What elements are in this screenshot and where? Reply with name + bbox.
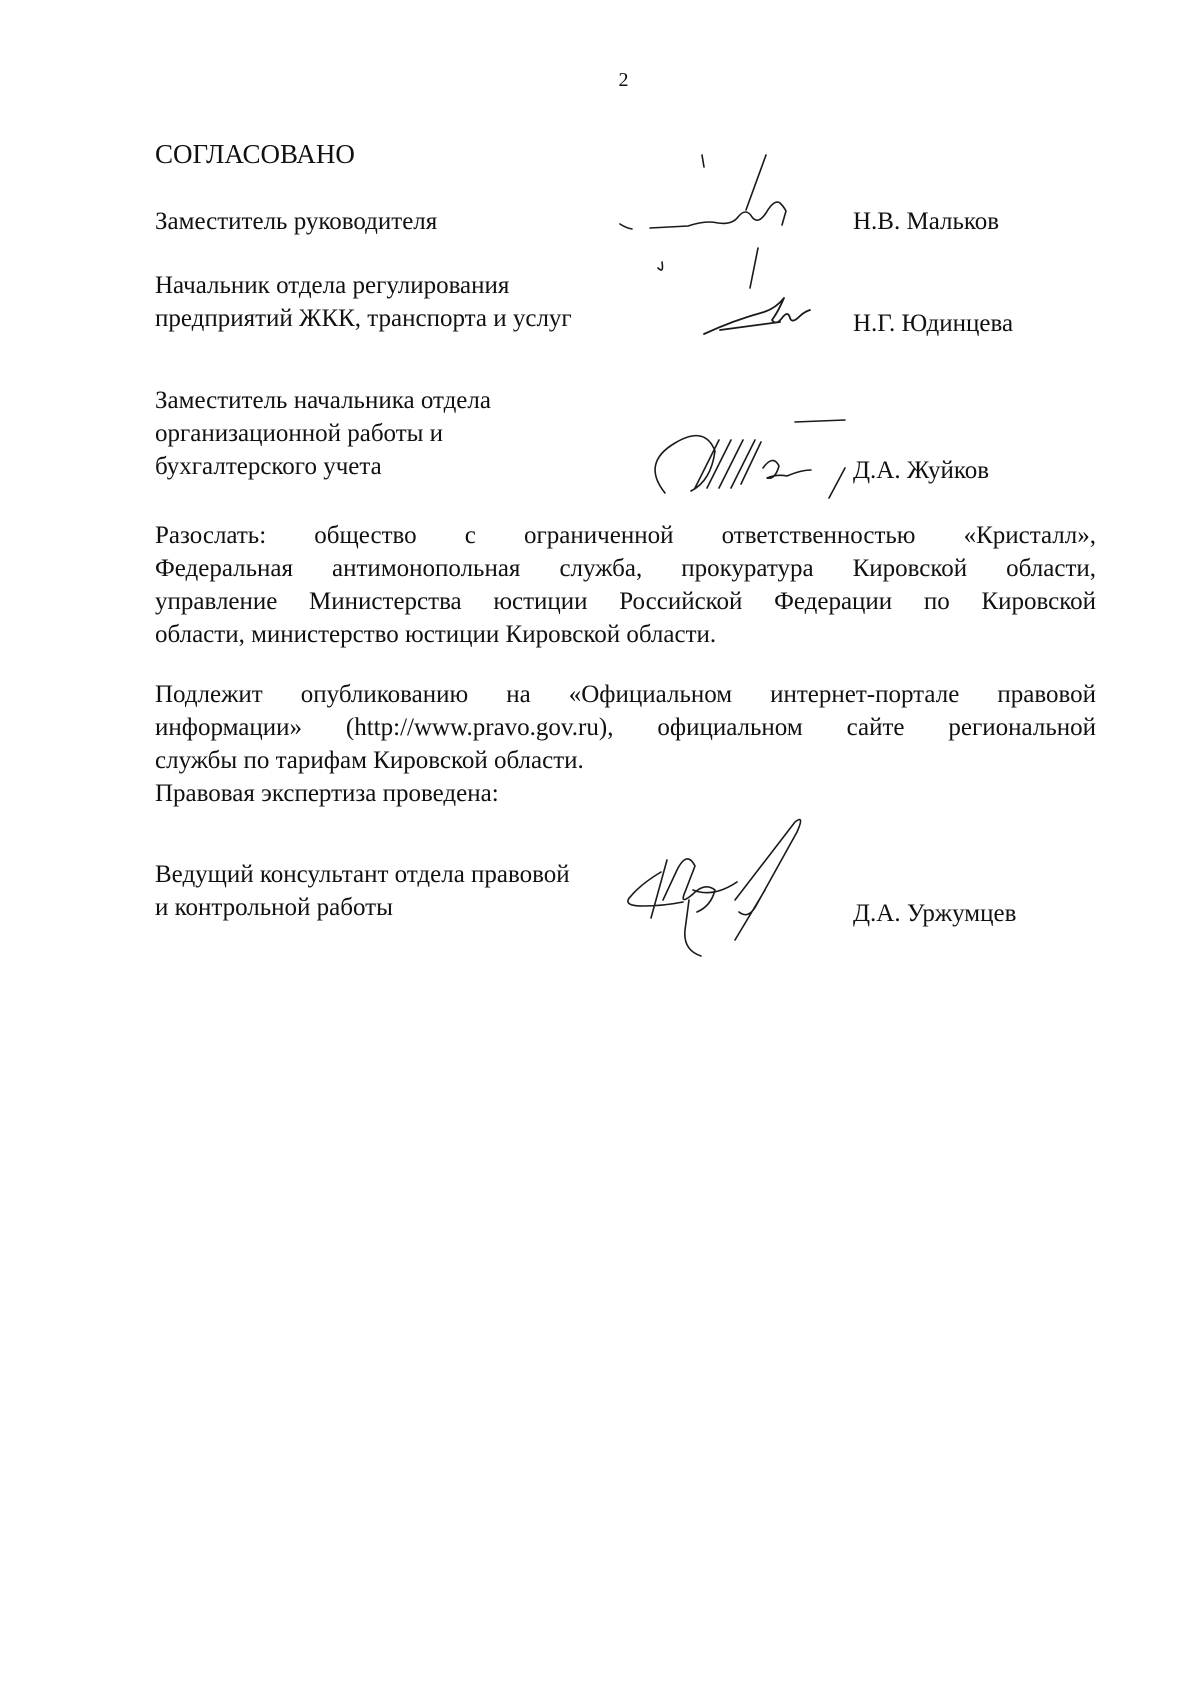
signatory-name: Н.Г. Юдинцева [853,310,1014,337]
distribution-line: области, министерство юстиции Кировской области. [155,621,717,648]
signatory-position: Заместитель начальника отдела [155,387,491,414]
signatory-position: Заместитель руководителя [155,208,438,235]
legal-signatory-position: и контрольной работы [155,894,393,921]
signature-yudintseva [700,290,820,340]
publication-line: информации» (http://www.pravo.gov.ru), официальном сайте региональной [155,714,1096,741]
page-number: 2 [618,69,629,91]
signatory-name: Н.В. Мальков [853,208,1000,235]
distribution-line: Федеральная антимонопольная служба, прокуратура Кировской области, [155,555,1096,582]
legal-review-note: Правовая экспертиза проведена: [155,780,499,807]
publication-paragraph [155,678,1096,810]
approval-heading: СОГЛАСОВАНО [155,139,355,169]
publication-line: службы по тарифам Кировской области. [155,747,584,774]
legal-signatory-position: Ведущий консультант отдела правовой [155,861,570,888]
signature-malkov [610,150,840,285]
distribution-line: управление Министерства юстиции Российской Федерации по Кировской [155,588,1096,615]
signatory-position: бухгалтерского учета [155,453,382,480]
signatory-position: Начальник отдела регулирования [155,272,510,299]
distribution-paragraph [155,519,1096,651]
distribution-line: Разослать: общество с ограниченной ответственностью «Кристалл», [155,522,1096,549]
signature-urzhumtsev [615,820,865,970]
signatory-position: предприятий ЖКК, транспорта и услуг [155,305,572,332]
signatory-position: организационной работы и [155,420,444,447]
legal-signatory-name: Д.А. Уржумцев [853,900,1017,927]
publication-line: Подлежит опубликованию на «Официальном интернет-портале правовой [155,681,1096,708]
signatory-name: Д.А. Жуйков [853,457,990,484]
